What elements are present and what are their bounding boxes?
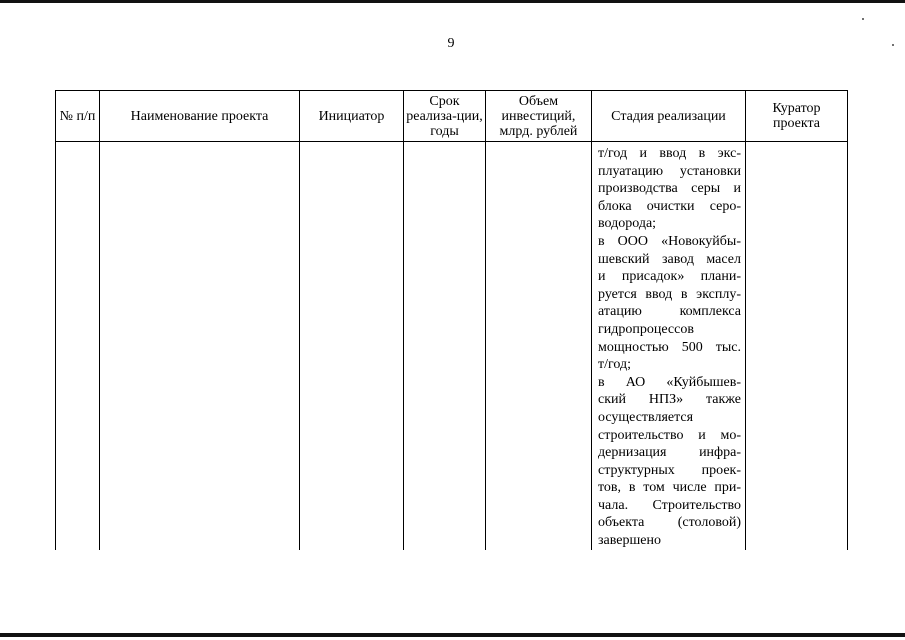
header-name (100, 91, 300, 142)
page-number: 9 (447, 36, 455, 51)
header-term-label: Срок реализа-ции, годы (406, 93, 483, 139)
stage-line: осуществляется (598, 409, 694, 425)
header-curator-label: Куратор проекта (772, 101, 821, 131)
stage-line: т/год; (598, 357, 632, 373)
stage-line: мощностью 500 тыс. (598, 339, 741, 355)
stage-description (594, 142, 743, 550)
stage-line: объекта (столовой) (598, 515, 741, 531)
scan-speck (892, 44, 894, 46)
stage-line: шевский завод масел (598, 251, 741, 267)
stage-line: водорода; (598, 216, 657, 232)
header-name-label: Наименование проекта (130, 108, 269, 124)
stage-line: чала. Строительство (598, 497, 741, 513)
stage-line: ский НПЗ» также (598, 392, 741, 408)
stage-line: завершено (598, 533, 661, 549)
stage-line: структурных проек- (598, 462, 741, 478)
header-initiator (300, 91, 404, 142)
stage-line: т/год и ввод в экс- (598, 146, 741, 161)
header-initiator-label: Инициатор (318, 108, 385, 124)
stage-line: руется ввод в эксплу- (598, 286, 741, 302)
cell-curator (746, 142, 848, 550)
stage-line: гидропроцессов (598, 321, 694, 337)
header-investment (486, 91, 592, 142)
cell-stage (592, 142, 746, 550)
header-stage (592, 91, 746, 142)
cell-investment (486, 142, 592, 550)
cell-name (100, 142, 300, 550)
cell-term (404, 142, 486, 550)
scan-top-edge (0, 0, 905, 3)
stage-line: тов, в том числе при- (598, 480, 741, 496)
stage-line: в АО «Куйбышев- (598, 374, 741, 390)
stage-line: дернизация инфра- (598, 445, 741, 461)
cell-num (56, 142, 100, 550)
header-curator (746, 91, 848, 142)
header-stage-label: Стадия реализации (611, 108, 726, 124)
stage-line: строительство и мо- (598, 427, 741, 443)
header-term (404, 91, 486, 142)
stage-line: в ООО «Новокуйбы- (598, 233, 741, 249)
stage-line: атацию комплекса (598, 304, 741, 320)
stage-line: и присадок» плани- (598, 269, 741, 285)
table-row (56, 142, 848, 550)
scan-speck (862, 18, 864, 20)
cell-initiator (300, 142, 404, 550)
stage-line: блока очистки серо- (598, 198, 741, 214)
scan-bottom-edge (0, 633, 905, 637)
table-header-row (56, 91, 848, 142)
stage-line: плуатацию установки (598, 163, 741, 179)
header-investment-label: Объем инвестиций, млрд. рублей (499, 93, 578, 139)
projects-table (55, 90, 848, 550)
header-num-label: № п/п (59, 108, 96, 124)
stage-line: производства серы и (598, 181, 741, 197)
header-num (56, 91, 100, 142)
